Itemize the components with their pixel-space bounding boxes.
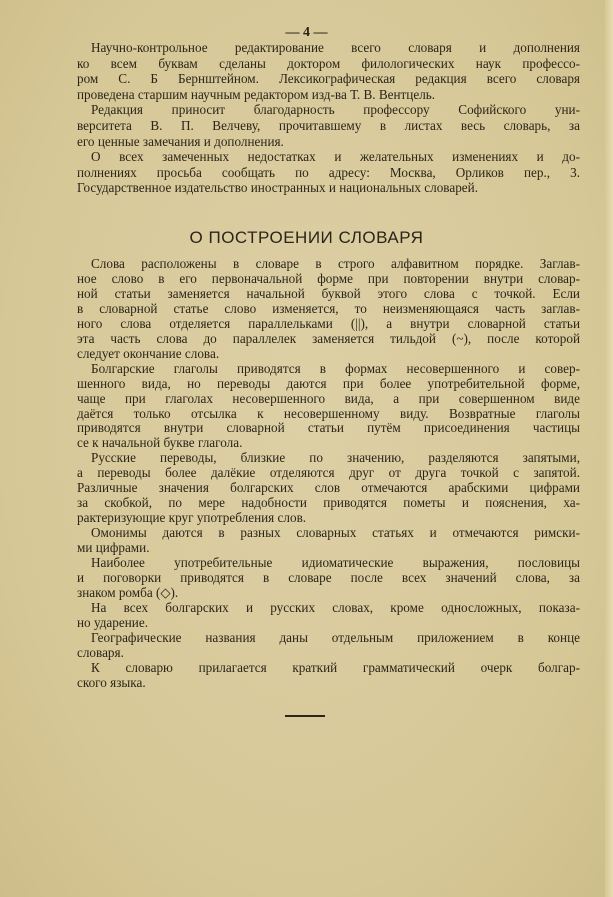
paragraph — [77, 556, 580, 601]
paragraph — [77, 601, 580, 631]
text-line: Научно-контрольное редактирование всего словаря и дополнения — [91, 40, 580, 55]
text-line: ского языка. — [77, 674, 146, 690]
text-line: знаком ромба (◇). — [77, 584, 179, 600]
text-line: его ценные замечания и дополнения. — [77, 133, 284, 149]
text-line: Слова расположены в словаре в строго алфавитном порядке. Заглав- — [91, 256, 580, 271]
text-line: и поговорки приводятся в словаре после всех значений слова, за — [77, 570, 580, 586]
text-line: даётся только отсылка к несовершенному виду. Возвратные глаголы — [77, 405, 580, 421]
text-line: за скобкой, по мере надобности приводятся пометы и пояснения, ха- — [77, 495, 580, 511]
text-line: Государственное издательство иностранных и национальных словарей. — [77, 180, 478, 196]
section-heading: О ПОСТРОЕНИИ СЛОВАРЯ — [189, 228, 424, 247]
text-line: Болгарские глаголы приводятся в формах несовершенного и совер- — [91, 360, 580, 376]
text-line: Омонимы даются в разных словарных статьях и отмечаются римски- — [91, 525, 580, 541]
paragraph — [77, 149, 580, 196]
text-line: словаря. — [77, 644, 124, 660]
text-line: полнениях просьба сообщать по адресу: Москва, Орликов пер., 3. — [77, 164, 580, 180]
text-line: ко всем буквам сделаны доктором филологических наук профессо- — [77, 55, 580, 71]
paragraph — [77, 40, 580, 102]
text-line: чаще при глаголах несовершенного вида, а при совершенном виде — [77, 390, 580, 406]
text-line: Географические названия даны отдельным приложением в конце — [91, 629, 580, 645]
paragraph — [77, 631, 580, 661]
text-line: проведена старшим научным редактором изд-ва Т. В. Вентцель. — [77, 86, 436, 102]
text-line: но ударение. — [77, 614, 148, 630]
text-line: эта часть слова до параллелек заменяется тильдой (~), после которой — [77, 330, 580, 346]
text-line: в словарной статье слово изменяется, то неизменяющаяся часть заглав- — [77, 300, 580, 316]
text-line: О всех замеченных недостатках и желательных изменениях и до- — [91, 149, 580, 165]
paragraph — [77, 362, 580, 452]
paragraph — [77, 257, 580, 362]
text-line: ром С. Б Бернштейном. Лексикографическая редакция всего словаря — [77, 71, 580, 87]
text-line: Наиболее употребительные идиоматические выражения, пословицы — [91, 555, 580, 571]
text-line: рактеризующие круг употребления слов. — [77, 510, 307, 526]
text-line: ного слова отделяется параллельками (||), а внутри словарной статьи — [77, 315, 580, 331]
text-line: Русские переводы, близкие по значению, разделяются запятыми, — [91, 450, 580, 466]
text-line: следует окончание слова. — [77, 345, 220, 361]
text-line: ной статьи заменяется начальной буквой этого слова с точкой. Если — [77, 285, 580, 301]
text-line: приводятся внутри словарной статьи путём присоединения частицы — [77, 420, 580, 436]
text-line: а переводы более далёкие отделяются друг от друга точкой с запятой. — [77, 465, 580, 481]
text-line: шенного вида, но переводы даются при более употребительной форме, — [77, 375, 580, 391]
paragraph — [77, 526, 580, 556]
page-number: — 4 — — [285, 25, 328, 40]
end-rule — [285, 715, 325, 717]
page-edge — [605, 0, 613, 897]
body-section — [77, 257, 580, 691]
text-line: верситета В. П. Велчеву, прочитавшему в листах весь словарь, за — [77, 117, 580, 133]
paragraph — [77, 451, 580, 526]
text-line: Различные значения болгарских слов отмечаются арабскими цифрами — [77, 480, 580, 496]
paragraph — [77, 102, 580, 149]
text-line: ное слово в его первоначальной форме при повторении внутри словар- — [77, 270, 580, 286]
text-line: На всех болгарских и русских словах, кроме односложных, показа- — [91, 599, 580, 615]
text-line: ми цифрами. — [77, 540, 150, 556]
intro-section — [77, 40, 580, 196]
paragraph — [77, 661, 580, 691]
text-line: се к начальной букве глагола. — [77, 435, 243, 451]
text-line: К словарю прилагается краткий грамматический очерк болгар- — [91, 659, 580, 675]
text-line: Редакция приносит благодарность профессору Софийского уни- — [91, 102, 580, 118]
